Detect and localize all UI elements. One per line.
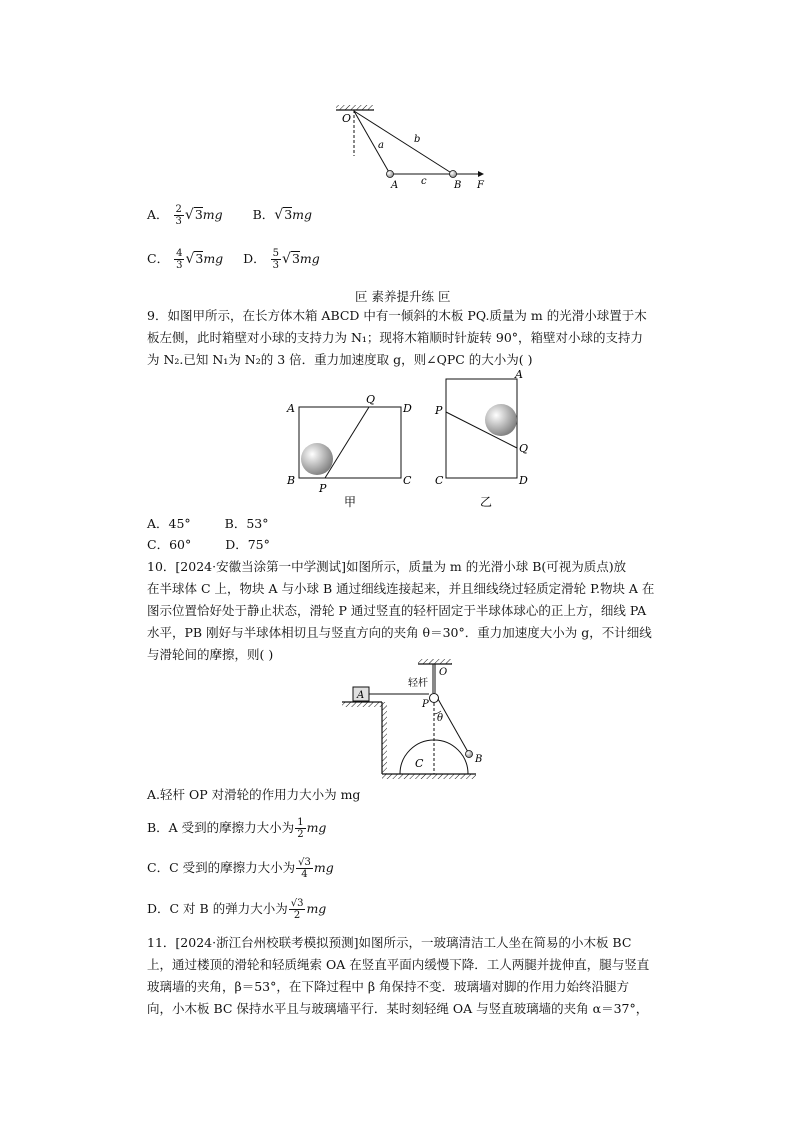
q11-line-2: 上，通过楼顶的滑轮和轻质绳索 OA 在竖直平面内缓慢下降．工人两腿并拢伸直，腿与竖直: [147, 957, 650, 972]
q9-option-D[interactable]: D．75°: [225, 537, 270, 552]
label-A: A: [357, 690, 365, 701]
q10-option-C[interactable]: [147, 857, 334, 880]
ball-yi: [485, 404, 517, 436]
rope-PB: [438, 699, 468, 752]
q8-D-label: D．: [243, 251, 266, 266]
ball-A: [387, 171, 394, 178]
q8-option-D[interactable]: D． $\frac{5}{3}$ √3mg: [243, 248, 320, 271]
q9-option-B[interactable]: B．53°: [224, 516, 269, 531]
label-C: C: [415, 757, 424, 770]
q10-D-den: 2: [293, 910, 301, 921]
jia-A: A: [287, 402, 295, 415]
q8-A-den: 3: [175, 216, 182, 227]
q10-D-text: D．C 对 B 的弹力大小为: [147, 901, 288, 916]
q10-B-text: B．A 受到的摩擦力大小为: [147, 820, 295, 835]
q10-option-D[interactable]: [147, 898, 326, 921]
q8-B-label: B．: [252, 207, 275, 222]
q10-D-unit: mg: [306, 901, 327, 916]
q10-line-2: 在半球体 C 上，物块 A 与小球 B 通过细线连接起来，并且细线绕过轻质定滑轮 P.物块 A 在: [147, 581, 655, 596]
label-A: A: [391, 180, 399, 190]
pulley-P: [430, 694, 439, 703]
q8-C-unit: mg: [203, 251, 224, 266]
label-B: B: [454, 180, 462, 190]
label-O: O: [342, 112, 352, 125]
q10-option-B[interactable]: [147, 817, 326, 840]
q8-A-frac: [174, 204, 184, 227]
yi-Q: Q: [519, 442, 529, 455]
label-P: P: [422, 699, 429, 710]
q8-option-A[interactable]: A． $\frac{2}{3}$ √3mg: [147, 204, 223, 227]
jia-P: P: [319, 482, 327, 495]
q10-line-1: 10．[2024·安徽当涂第一中学测试]如图所示，质量为 m 的光滑小球 B(可视为质点)放: [147, 559, 627, 574]
board-PQ-jia: [325, 407, 369, 478]
q9-line-1: 9．如图甲所示，在长方体木箱 ABCD 中有一倾斜的木板 PQ.质量为 m 的光滑小球置于木: [147, 308, 647, 323]
section-title: 叵 素养提升练 叵: [355, 289, 451, 304]
q11-line-4: 向，小木板 BC 保持水平且与玻璃墙平行．某时刻轻绳 OA 与竖直玻璃墙的夹角 α＝37°，: [147, 1001, 649, 1016]
figure-q8: [328, 104, 498, 190]
q10-C-frac: [296, 857, 313, 880]
q8-C-label: C．: [147, 251, 170, 266]
q10-C-unit: mg: [313, 860, 334, 875]
shelf-hatch: [342, 702, 382, 707]
q9-options-row1: [147, 513, 269, 534]
q8-B-unit: mg: [292, 207, 313, 222]
jia-B: B: [287, 474, 296, 487]
label-c: c: [421, 176, 427, 187]
yi-C: C: [435, 474, 444, 487]
ceiling: [336, 105, 374, 110]
q8-options-row2: [147, 248, 320, 271]
q8-option-B[interactable]: B．√3mg: [252, 207, 313, 223]
q8-C-den: 3: [176, 260, 183, 271]
q8-D-unit: mg: [299, 251, 320, 266]
caption-yi: 乙: [480, 495, 493, 509]
label-theta: θ: [437, 713, 444, 724]
label-B: B: [475, 754, 483, 765]
q10-option-A[interactable]: A.轻杆 OP 对滑轮的作用力大小为 mg: [147, 787, 361, 802]
q8-options-row1: [147, 204, 312, 227]
label-a: a: [378, 140, 384, 151]
q8-A-unit: mg: [202, 207, 223, 222]
q8-B-rad: 3: [284, 207, 293, 222]
rope-b: [354, 111, 453, 174]
q8-D-rad: 3: [291, 251, 300, 266]
q11-line-1: 11．[2024·浙江台州校联考模拟预测]如图所示，一玻璃清洁工人坐在简易的小木板 BC: [147, 935, 632, 950]
q8-C-rad: 3: [195, 251, 204, 266]
q9-option-C[interactable]: C．60°: [147, 537, 192, 552]
q8-D-den: 3: [272, 260, 280, 271]
ball-jia: [301, 443, 333, 475]
q10-B-num: 1: [297, 817, 304, 828]
caption-jia: 甲: [344, 495, 357, 509]
q8-option-C[interactable]: C． $\frac{4}{3}$ √3mg: [147, 248, 224, 271]
q8-C-frac: [174, 248, 184, 271]
q10-B-den: 2: [297, 829, 304, 840]
yi-A: A: [515, 368, 523, 381]
q10-D-num: √3: [290, 898, 304, 909]
figure-q10: [338, 658, 498, 780]
q8-A-rad: 3: [194, 207, 203, 222]
yi-P: P: [435, 404, 443, 417]
label-b: b: [414, 134, 421, 145]
jia-C: C: [403, 474, 412, 487]
rope-a: [354, 111, 390, 174]
q8-D-frac: [271, 248, 281, 271]
q8-A-num: 2: [175, 204, 182, 215]
q9-option-A[interactable]: A．45°: [147, 516, 191, 531]
q10-C-num: √3: [298, 857, 311, 868]
q10-C-text: C．C 受到的摩擦力大小为: [147, 860, 296, 875]
figure-q9: [282, 368, 542, 510]
label-O: O: [439, 667, 448, 678]
q10-C-den: 4: [301, 869, 308, 880]
q8-C-num: 4: [176, 248, 183, 259]
q8-A-label: A．: [147, 207, 169, 222]
label-rod: 轻杆: [408, 678, 428, 689]
label-F: F: [477, 180, 484, 190]
jia-Q: Q: [366, 393, 376, 406]
q10-line-4: 水平，PB 刚好与半球体相切且与竖直方向的夹角 θ＝30°．重力加速度大小为 g，不计细线: [147, 625, 652, 640]
q9-options-row2: [147, 534, 270, 555]
jia-D: D: [403, 402, 412, 415]
q10-D-frac: [289, 898, 306, 921]
q11-line-3: 玻璃墙的夹角，β＝53°，在下降过程中 β 角保持不变．玻璃墙对脚的作用力始终沿腿方: [147, 979, 630, 994]
q10-line-5: 与滑轮间的摩擦，则( ): [147, 647, 274, 662]
q10-line-3: 图示位置恰好处于静止状态，滑轮 P 通过竖直的轻杆固定于半球体球心的正上方，细线 PA: [147, 603, 647, 618]
q10-B-unit: mg: [306, 820, 327, 835]
arrow-F: [478, 171, 484, 177]
ball-B: [466, 751, 473, 758]
q10-B-frac: [295, 817, 305, 840]
yi-D: D: [519, 474, 528, 487]
q9-line-3: 为 N₂.已知 N₁为 N₂的 3 倍．重力加速度取 g，则∠QPC 的大小为( ): [147, 352, 533, 367]
ball-B: [450, 171, 457, 178]
q9-line-2: 板左侧，此时箱壁对小球的支持力为 N₁；现将木箱顺时针旋转 90°，箱壁对小球的支持力: [147, 330, 644, 345]
q8-D-num: 5: [272, 248, 280, 259]
